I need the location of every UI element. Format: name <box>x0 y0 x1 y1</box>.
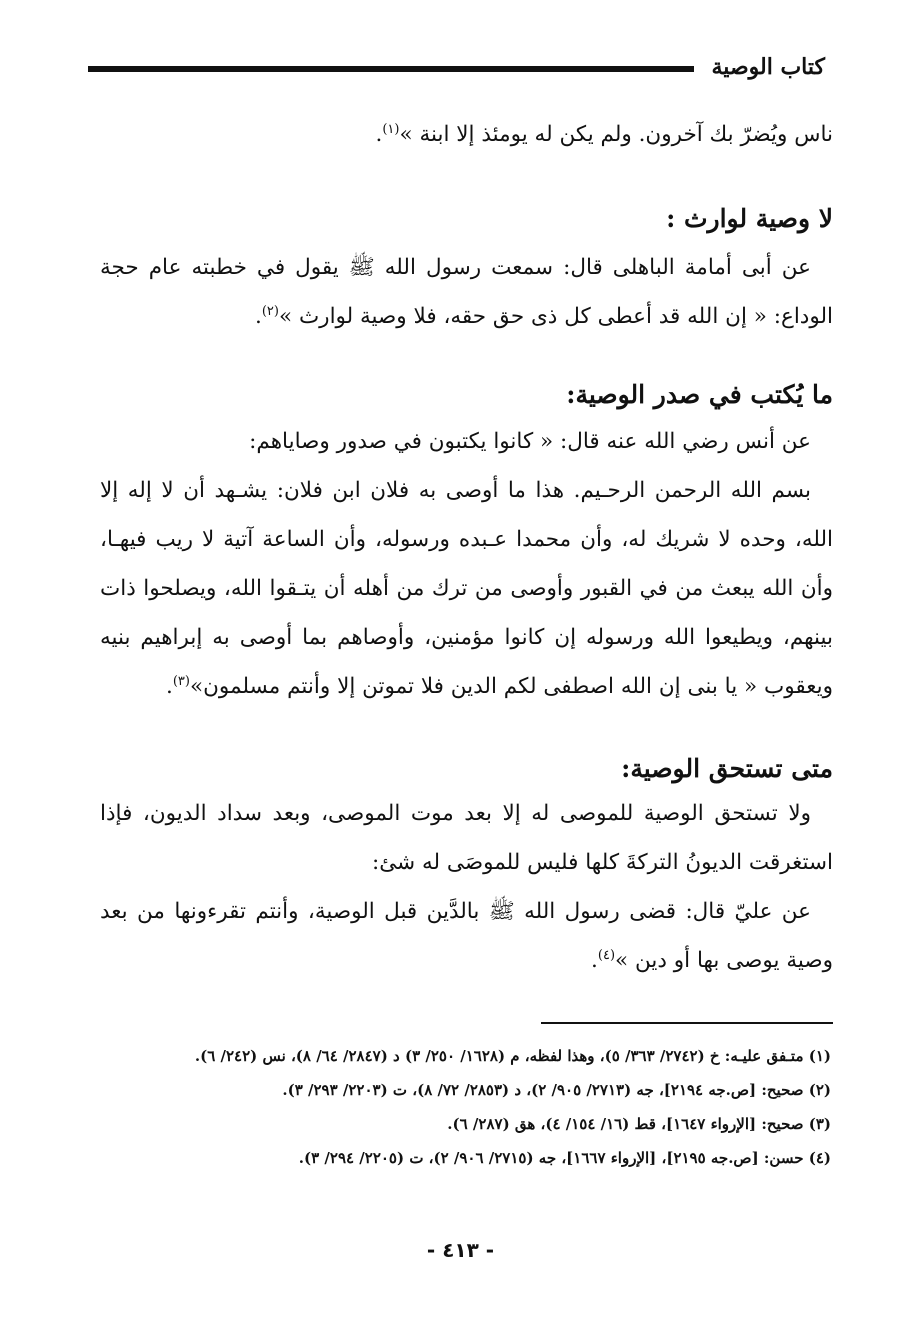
footnote-1: (١) متـفق عليـه: خ (٢٧٤٢/ ٣٦٣/ ٥)، وهذا لفظه، م (١٦٢٨/ ٢٥٠/ ٣) د (٢٨٤٧/ ٦٤/ ٨)، نس (٢٤٢/ ٦). <box>194 1047 831 1065</box>
running-header <box>88 52 825 82</box>
footnote-ref-3: (٣) <box>172 673 190 689</box>
footnote-ref-2: (٢) <box>261 303 279 319</box>
body-text <box>100 110 833 985</box>
continuation-end: . <box>375 122 383 147</box>
footnote-4: (٤) حسن: [ص.جه ٢١٩٥]، [الإرواء ١٦٦٧]، جه (٢٧١٥/ ٩٠٦/ ٢)، ت (٢٢٠٥/ ٢٩٤/ ٣). <box>298 1149 831 1167</box>
section3-end: . <box>591 948 598 973</box>
section3-paragraph-1: ولا تستحق الوصية للموصى له إلا بعد موت الموصى، وبعد سداد الديون، فإذا استغرقت الديونُ التركةَ كلها فليس للموصَى له شئ: <box>100 801 833 875</box>
section2-end: . <box>165 674 173 699</box>
footnote-separator <box>541 1022 833 1024</box>
section2-text: بسم الله الرحمن الرحـيم. هذا ما أوصى به فلان ابن فلان: يشـهد أن لا إله إلا الله، وحده لا شريك له، وأن محمدا عـبده ورسوله، وأن الساعة آتية لا ريب فيهـا، وأن الله يبعث من في القبور وأوصى من ترك من أهله أن يتـقوا الله، ويصلحوا ذات بينهم، ويطيعوا الله ورسوله إن كانوا مؤمنين، وأوصاهم بما أوصى به إبراهيم بنيه ويعقوب « يا بنى إن الله اصطفى لكم الدين فلا تموتن إلا وأنتم مسلمون» <box>100 478 833 699</box>
footnotes <box>98 1040 831 1176</box>
footnote-3: (٣) صحيح: [الإرواء ١٦٤٧]، قط (١٦/ ١٥٤/ ٤)، هق (٢٨٧/ ٦). <box>447 1115 831 1133</box>
section3-paragraph-2 <box>100 887 833 985</box>
section3-text: عن عليّ قال: قضى رسول الله ﷺ بالدَّين قبل الوصية، وأنتم تقرءونها من بعد وصية يوصى بها أو دين » <box>100 899 833 973</box>
footnote-2: (٢) صحيح: [ص.جه ٢١٩٤]، جه (٢٧١٣/ ٩٠٥/ ٢)، د (٢٨٥٣/ ٧٢/ ٨)، ت (٢٢٠٣/ ٢٩٣/ ٣). <box>282 1081 831 1099</box>
header-rule <box>88 66 694 72</box>
section-heading-no-bequest-to-heir: لا وصية لوارث : <box>666 204 833 233</box>
page-number: - ٤١٣ - <box>426 1238 495 1262</box>
continuation-paragraph <box>100 110 833 159</box>
section-heading-will-preamble: ما يُكتب في صدر الوصية: <box>566 380 833 409</box>
footnote-ref-4: (٤) <box>597 947 616 963</box>
section1-paragraph <box>100 243 833 341</box>
running-title: كتاب الوصية <box>711 54 825 80</box>
section2-paragraph <box>100 466 833 711</box>
section-heading-when-will-due: متى تستحق الوصية: <box>621 754 833 783</box>
section2-intro: عن أنس رضي الله عنه قال: « كانوا يكتبون في صدور وصاياهم: <box>249 429 811 454</box>
footnote-ref-1: (١) <box>382 121 400 137</box>
section1-end: . <box>254 304 262 329</box>
continuation-text: ناس ويُضرّ بك آخرون. ولم يكن له يومئذ إلا ابنة » <box>399 122 833 147</box>
section1-text: عن أبى أمامة الباهلى قال: سمعت رسول الله ﷺ يقول في خطبته عام حجة الوداع: « إن الله قد أعطى كل ذى حق حقه، فلا وصية لوارث » <box>100 255 833 329</box>
